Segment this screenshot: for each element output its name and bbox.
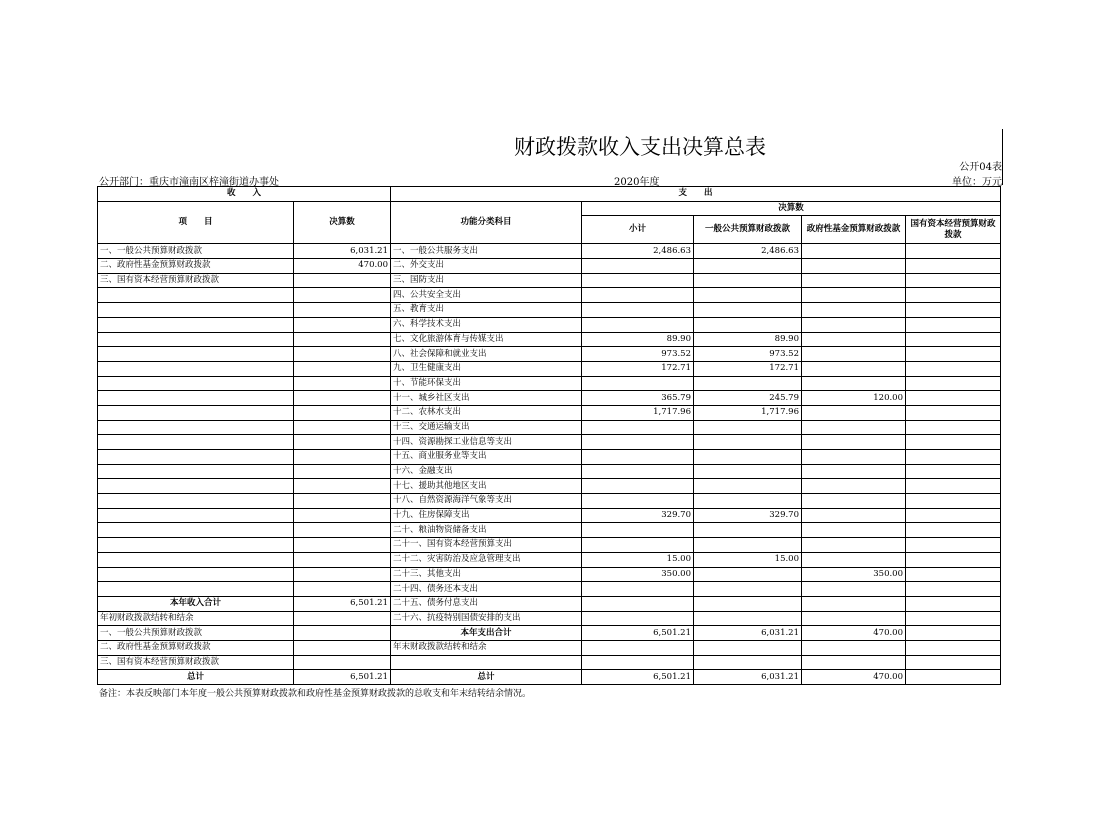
expense-item-cell: 二十一、国有资本经营预算支出 (391, 538, 582, 553)
gov-fund-cell (802, 332, 906, 347)
table-row (98, 655, 1001, 670)
income-item-cell: 本年收入合计 (98, 596, 294, 611)
income-item-cell (98, 303, 294, 318)
income-item-cell (98, 332, 294, 347)
income-amount-cell (294, 303, 391, 318)
subtotal-cell (582, 479, 694, 494)
gov-fund-cell (802, 582, 906, 597)
income-item-cell (98, 523, 294, 538)
subtotal-cell: 350.00 (582, 567, 694, 582)
table-row (98, 640, 1001, 655)
expense-item-cell: 二十六、抗疫特别国债安排的支出 (391, 611, 582, 626)
subtotal-cell: 329.70 (582, 508, 694, 523)
income-amount-cell (294, 332, 391, 347)
general-budget-cell (694, 640, 802, 655)
table-row (98, 611, 1001, 626)
form-code: 公开04表 (959, 162, 1002, 173)
subtotal-cell (582, 273, 694, 288)
general-budget-cell (694, 582, 802, 597)
gov-fund-cell: 470.00 (802, 670, 906, 685)
subtotal-cell (582, 450, 694, 465)
general-budget-cell (694, 288, 802, 303)
state-capital-cell (906, 376, 1001, 391)
general-budget-cell (694, 420, 802, 435)
table-row (98, 494, 1001, 509)
expense-item-cell: 五、教育支出 (391, 303, 582, 318)
income-amount-cell: 6,031.21 (294, 244, 391, 259)
income-amount-cell: 470.00 (294, 259, 391, 274)
income-item-cell: 年初财政拨款结转和结余 (98, 611, 294, 626)
state-capital-cell (906, 405, 1001, 420)
general-budget-cell (694, 273, 802, 288)
item-header: 项 目 (98, 201, 294, 244)
expense-item-cell: 九、卫生健康支出 (391, 361, 582, 376)
state-capital-cell (906, 596, 1001, 611)
state-capital-cell (906, 508, 1001, 523)
general-budget-cell (694, 523, 802, 538)
state-capital-cell (906, 552, 1001, 567)
income-item-cell (98, 508, 294, 523)
subtotal-cell (582, 611, 694, 626)
expense-item-cell: 十八、自然资源海洋气象等支出 (391, 494, 582, 509)
state-capital-cell (906, 303, 1001, 318)
gov-fund-cell (802, 523, 906, 538)
state-capital-cell (906, 626, 1001, 641)
income-item-cell: 二、政府性基金预算财政拨款 (98, 640, 294, 655)
footnote: 备注：本表反映部门本年度一般公共预算财政拨款和政府性基金预算财政拨款的总收支和年末结转结余情况。 (99, 689, 532, 699)
subtotal-cell (582, 435, 694, 450)
gov-fund-cell: 120.00 (802, 391, 906, 406)
income-item-cell (98, 494, 294, 509)
subtotal-cell: 1,717.96 (582, 405, 694, 420)
table-row (98, 538, 1001, 553)
income-amount-cell (294, 494, 391, 509)
expense-item-cell: 十三、交通运输支出 (391, 420, 582, 435)
subtotal-cell (582, 259, 694, 274)
expense-item-cell: 本年支出合计 (391, 626, 582, 641)
income-amount-cell (294, 552, 391, 567)
income-item-cell (98, 317, 294, 332)
general-budget-cell: 6,031.21 (694, 626, 802, 641)
general-budget-cell (694, 538, 802, 553)
subtotal-cell (582, 655, 694, 670)
subtotal-cell: 15.00 (582, 552, 694, 567)
gov-fund-cell (802, 288, 906, 303)
income-amount-cell (294, 435, 391, 450)
gov-fund-cell (802, 273, 906, 288)
general-budget-cell: 1,717.96 (694, 405, 802, 420)
expense-item-cell (391, 655, 582, 670)
general-budget-cell (694, 303, 802, 318)
income-item-cell (98, 450, 294, 465)
income-item-cell (98, 464, 294, 479)
state-capital-header: 国有资本经营预算财政拨款 (906, 216, 1001, 244)
subtotal-cell (582, 523, 694, 538)
subtotal-cell: 2,486.63 (582, 244, 694, 259)
general-budget-cell: 329.70 (694, 508, 802, 523)
gov-fund-cell (802, 405, 906, 420)
table-row (98, 670, 1001, 685)
general-budget-cell (694, 567, 802, 582)
gov-fund-cell (802, 464, 906, 479)
general-budget-cell: 15.00 (694, 552, 802, 567)
subtotal-header: 小计 (582, 216, 694, 244)
expense-item-cell: 二十二、灾害防治及应急管理支出 (391, 552, 582, 567)
sheet-border-line (1002, 129, 1003, 185)
general-budget-cell: 245.79 (694, 391, 802, 406)
state-capital-cell (906, 347, 1001, 362)
table-row (98, 347, 1001, 362)
expense-item-cell: 六、科学技术支出 (391, 317, 582, 332)
expense-item-cell: 八、社会保障和就业支出 (391, 347, 582, 362)
income-amount-cell (294, 273, 391, 288)
income-item-cell: 三、国有资本经营预算财政拨款 (98, 655, 294, 670)
state-capital-cell (906, 317, 1001, 332)
state-capital-cell (906, 259, 1001, 274)
appropriation-table (97, 186, 1001, 685)
gov-fund-cell (802, 317, 906, 332)
income-amount-cell (294, 288, 391, 303)
expense-item-cell: 二十三、其他支出 (391, 567, 582, 582)
table-row (98, 464, 1001, 479)
expense-item-cell: 总计 (391, 670, 582, 685)
income-item-cell (98, 347, 294, 362)
gov-fund-cell (802, 420, 906, 435)
subtotal-cell (582, 464, 694, 479)
table-row (98, 626, 1001, 641)
gov-fund-cell (802, 450, 906, 465)
subtotal-cell (582, 303, 694, 318)
income-item-cell (98, 405, 294, 420)
table-row (98, 317, 1001, 332)
income-amount-cell (294, 655, 391, 670)
general-budget-cell (694, 376, 802, 391)
report-title: 财政拨款收入支出决算总表 (514, 135, 766, 159)
expense-item-cell: 十六、金融支出 (391, 464, 582, 479)
gov-fund-cell (802, 244, 906, 259)
income-amount-cell (294, 420, 391, 435)
income-item-cell (98, 391, 294, 406)
subtotal-cell (582, 640, 694, 655)
income-item-cell (98, 479, 294, 494)
income-amount-cell (294, 508, 391, 523)
income-item-cell (98, 435, 294, 450)
gov-fund-cell (802, 596, 906, 611)
gov-fund-cell (802, 347, 906, 362)
subtotal-cell: 89.90 (582, 332, 694, 347)
table-row (98, 420, 1001, 435)
income-amount-cell (294, 317, 391, 332)
income-amount-cell (294, 450, 391, 465)
table-row (98, 508, 1001, 523)
gov-fund-cell (802, 508, 906, 523)
income-amount-cell (294, 479, 391, 494)
subtotal-cell (582, 538, 694, 553)
income-item-cell (98, 376, 294, 391)
income-item-cell (98, 567, 294, 582)
gov-fund-cell (802, 655, 906, 670)
table-row (98, 479, 1001, 494)
unit-label: 单位：万元 (952, 177, 1002, 188)
general-budget-cell: 172.71 (694, 361, 802, 376)
subtotal-cell: 6,501.21 (582, 670, 694, 685)
income-amount-cell: 6,501.21 (294, 596, 391, 611)
state-capital-cell (906, 567, 1001, 582)
gov-fund-cell (802, 259, 906, 274)
expense-item-cell: 一、一般公共服务支出 (391, 244, 582, 259)
subtotal-cell: 365.79 (582, 391, 694, 406)
expense-item-cell: 十五、商业服务业等支出 (391, 450, 582, 465)
general-budget-cell (694, 479, 802, 494)
table-row (98, 376, 1001, 391)
income-amount-cell (294, 464, 391, 479)
income-item-cell (98, 552, 294, 567)
gov-fund-cell (802, 611, 906, 626)
final-group-header: 决算数 (582, 201, 1001, 216)
state-capital-cell (906, 420, 1001, 435)
income-item-cell (98, 361, 294, 376)
income-item-cell (98, 420, 294, 435)
state-capital-cell (906, 450, 1001, 465)
income-amount-cell (294, 376, 391, 391)
final-amount-header: 决算数 (294, 201, 391, 244)
general-budget-cell (694, 464, 802, 479)
general-budget-cell (694, 611, 802, 626)
table-row (98, 288, 1001, 303)
state-capital-cell (906, 640, 1001, 655)
income-header: 收 入 (98, 187, 391, 202)
state-capital-cell (906, 332, 1001, 347)
general-budget-cell (694, 317, 802, 332)
func-category-header: 功能分类科目 (391, 201, 582, 244)
table-row (98, 450, 1001, 465)
general-budget-cell: 89.90 (694, 332, 802, 347)
gov-fund-cell: 350.00 (802, 567, 906, 582)
income-amount-cell (294, 405, 391, 420)
general-budget-header: 一般公共预算财政拨款 (694, 216, 802, 244)
income-amount-cell (294, 391, 391, 406)
state-capital-cell (906, 244, 1001, 259)
gov-fund-cell (802, 552, 906, 567)
table-row (98, 303, 1001, 318)
expense-item-cell: 十、节能环保支出 (391, 376, 582, 391)
table-row (98, 332, 1001, 347)
expense-item-cell: 十一、城乡社区支出 (391, 391, 582, 406)
income-item-cell: 三、国有资本经营预算财政拨款 (98, 273, 294, 288)
expense-item-cell: 十七、援助其他地区支出 (391, 479, 582, 494)
subtotal-cell (582, 288, 694, 303)
state-capital-cell (906, 611, 1001, 626)
state-capital-cell (906, 435, 1001, 450)
gov-fund-cell (802, 494, 906, 509)
expense-item-cell: 二十、粮油物资储备支出 (391, 523, 582, 538)
gov-fund-cell (802, 361, 906, 376)
expense-item-cell: 十九、住房保障支出 (391, 508, 582, 523)
expense-item-cell: 四、公共安全支出 (391, 288, 582, 303)
expense-item-cell: 十二、农林水支出 (391, 405, 582, 420)
gov-fund-cell (802, 479, 906, 494)
income-amount-cell (294, 640, 391, 655)
state-capital-cell (906, 479, 1001, 494)
income-item-cell (98, 288, 294, 303)
subtotal-cell: 973.52 (582, 347, 694, 362)
table-row (98, 259, 1001, 274)
expense-item-cell: 二十四、债务还本支出 (391, 582, 582, 597)
general-budget-cell (694, 435, 802, 450)
state-capital-cell (906, 523, 1001, 538)
expense-item-cell: 二十五、债务付息支出 (391, 596, 582, 611)
general-budget-cell (694, 259, 802, 274)
gov-fund-cell (802, 376, 906, 391)
subtotal-cell (582, 317, 694, 332)
general-budget-cell (694, 450, 802, 465)
income-amount-cell (294, 611, 391, 626)
table-row (98, 596, 1001, 611)
state-capital-cell (906, 582, 1001, 597)
expense-item-cell: 七、文化旅游体育与传媒支出 (391, 332, 582, 347)
general-budget-cell: 6,031.21 (694, 670, 802, 685)
subtotal-cell (582, 582, 694, 597)
income-amount-cell (294, 567, 391, 582)
income-amount-cell (294, 582, 391, 597)
gov-fund-cell (802, 538, 906, 553)
state-capital-cell (906, 670, 1001, 685)
income-amount-cell (294, 361, 391, 376)
table-row (98, 567, 1001, 582)
state-capital-cell (906, 655, 1001, 670)
table-row (98, 273, 1001, 288)
subtotal-cell: 172.71 (582, 361, 694, 376)
table-row (98, 405, 1001, 420)
state-capital-cell (906, 288, 1001, 303)
table-row (98, 552, 1001, 567)
year-label: 2020年度 (614, 177, 660, 188)
general-budget-cell: 2,486.63 (694, 244, 802, 259)
table-row (98, 391, 1001, 406)
income-item-cell (98, 538, 294, 553)
income-item-cell: 总计 (98, 670, 294, 685)
gov-fund-cell: 470.00 (802, 626, 906, 641)
general-budget-cell (694, 596, 802, 611)
table-row (98, 361, 1001, 376)
expense-item-cell: 三、国防支出 (391, 273, 582, 288)
state-capital-cell (906, 464, 1001, 479)
subtotal-cell (582, 420, 694, 435)
expense-header: 支 出 (391, 187, 1001, 202)
general-budget-cell: 973.52 (694, 347, 802, 362)
income-item-cell: 一、一般公共预算财政拨款 (98, 626, 294, 641)
state-capital-cell (906, 361, 1001, 376)
gov-fund-header: 政府性基金预算财政拨款 (802, 216, 906, 244)
income-item-cell: 二、政府性基金预算财政拨款 (98, 259, 294, 274)
state-capital-cell (906, 494, 1001, 509)
general-budget-cell (694, 655, 802, 670)
expense-item-cell: 年末财政拨款结转和结余 (391, 640, 582, 655)
gov-fund-cell (802, 435, 906, 450)
table-row (98, 523, 1001, 538)
general-budget-cell (694, 494, 802, 509)
table-row (98, 435, 1001, 450)
income-amount-cell (294, 347, 391, 362)
expense-item-cell: 二、外交支出 (391, 259, 582, 274)
income-amount-cell (294, 538, 391, 553)
subtotal-cell (582, 596, 694, 611)
gov-fund-cell (802, 303, 906, 318)
table-row (98, 582, 1001, 597)
table-row (98, 244, 1001, 259)
subtotal-cell (582, 376, 694, 391)
subtotal-cell: 6,501.21 (582, 626, 694, 641)
gov-fund-cell (802, 640, 906, 655)
income-amount-cell (294, 523, 391, 538)
expense-item-cell: 十四、资源勘探工业信息等支出 (391, 435, 582, 450)
state-capital-cell (906, 273, 1001, 288)
income-item-cell: 一、一般公共预算财政拨款 (98, 244, 294, 259)
income-amount-cell: 6,501.21 (294, 670, 391, 685)
state-capital-cell (906, 538, 1001, 553)
state-capital-cell (906, 391, 1001, 406)
income-item-cell (98, 582, 294, 597)
subtotal-cell (582, 494, 694, 509)
department-label: 公开部门：重庆市潼南区梓潼街道办事处 (99, 177, 279, 188)
income-amount-cell (294, 626, 391, 641)
